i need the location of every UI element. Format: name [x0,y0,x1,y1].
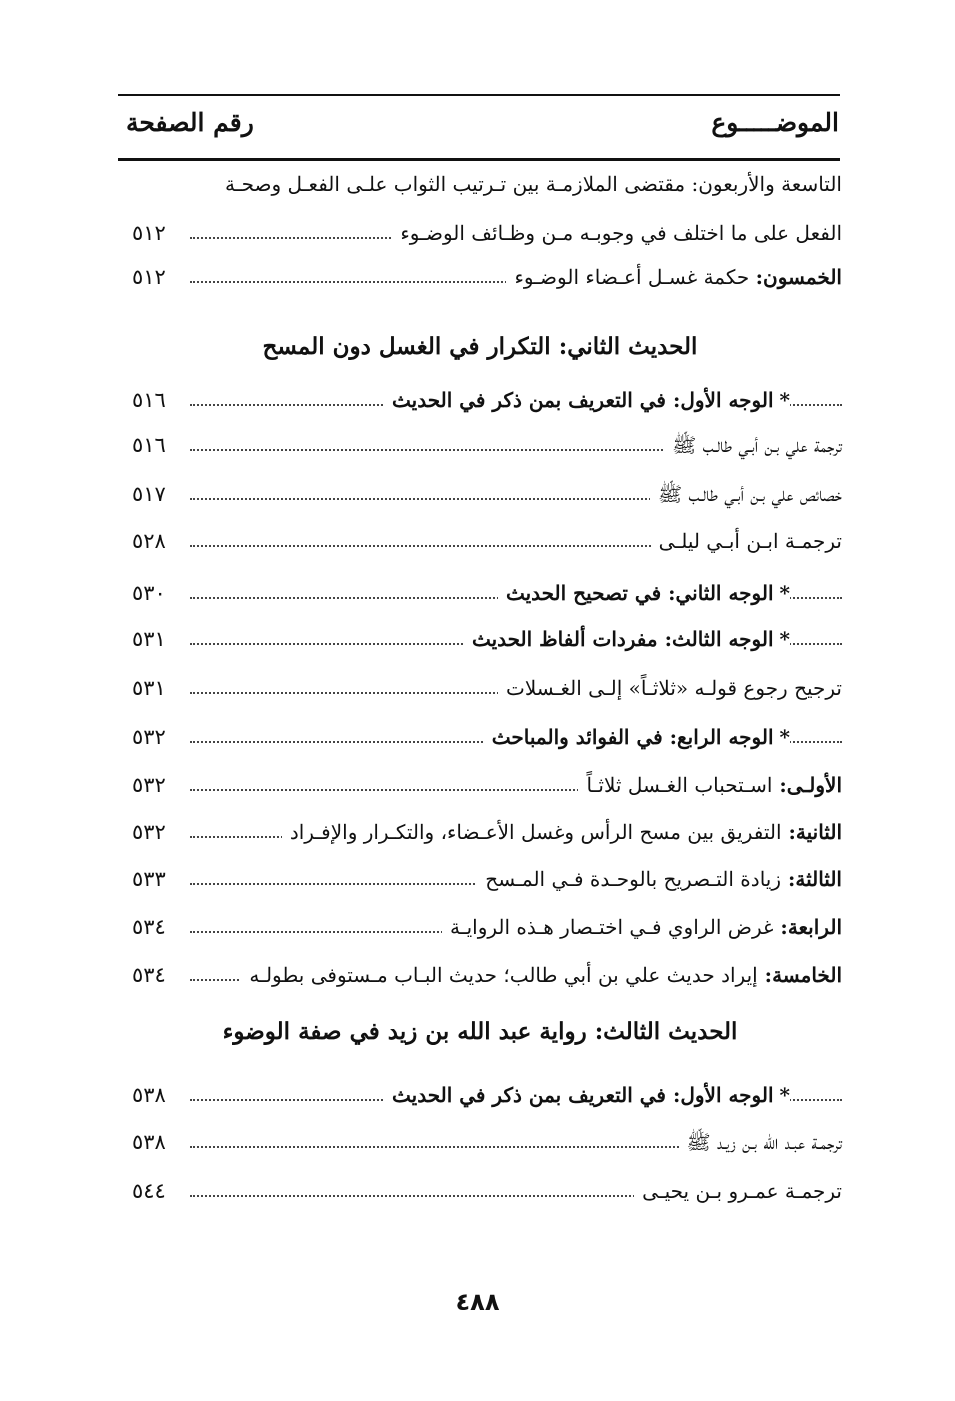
page-number: ٥٢٨ [132,529,166,553]
entry-label: الرابعة: [773,915,842,939]
toc-entry [118,668,842,708]
toc-entry [118,717,842,757]
entry-title [442,907,842,947]
entry-text: التفريق بين مسح الرأس وغسل الأعـضاء، والتكـرار والإفـراد [289,820,782,844]
entry-text: في التعريف بمن ذكر في الحديث [392,388,666,412]
toc-entry [118,765,842,805]
page-number: ٥٣٢ [132,725,166,749]
entry-title [650,474,842,514]
toc-entry [118,812,842,852]
entry-label: الوجه الثالث: [657,627,774,651]
entry-title [282,812,842,852]
bullet-icon: * [779,627,790,651]
entry-text: ترجمـة عمـرو بـن يحيـى [642,1179,842,1203]
toc-entry [118,907,842,947]
page-column-label: رقم الصفحة [126,108,254,137]
toc-entry [118,619,842,659]
entry-text: حكمة غسـل أعـضاء الوضـوء [514,265,750,289]
entry-text: في الفوائد والمباحث [491,725,663,749]
section-heading-hadith-3: الحديث الثالث: رواية عبد الله بن زيد في صفة الوضوء [222,1018,738,1045]
entry-title [384,1075,790,1115]
toc-entry [118,521,842,561]
page-number: ٥٣٨ [132,1083,166,1107]
toc-entry [118,573,842,613]
page-number-footer: ٤٨٨ [455,1288,500,1316]
entry-text: في تصحيح الحديث [505,581,662,605]
entry-text: ترجمـة ابـن أبـي ليلـى [658,529,842,553]
page-number: ٥٣٤ [132,915,166,939]
entry-title [484,717,790,757]
entry-text: غرض الراوي فـي اختـصار هـذه الروايـة [450,915,774,939]
entry-text: اسـتحباب الغـسل ثلاثـاً [586,773,773,797]
toc-entry-49-line1 [118,164,842,204]
toc-entry [118,474,842,514]
entry-label: الوجه الثاني: [661,581,774,605]
header-bottom-rule [118,158,840,161]
entry-text: مقتضى الملازمـة بين تـرتيب الثواب علـى الفعـل وصحـة [225,172,686,196]
entry-title [464,619,790,659]
entry-title [477,859,842,899]
toc-entry-49-line2 [118,213,842,253]
entry-text: ترجيح رجوع قولـه «ثلاثـاً» إلـى الغـسلات [506,676,842,700]
page-number: ٥٣١ [132,627,166,651]
entry-title [384,380,790,420]
bullet-icon: * [779,725,790,749]
entry-label: الوجه الأول: [666,388,774,412]
page-number: ٥١٢ [132,221,166,245]
toc-entry [118,1171,842,1211]
bullet-icon: * [779,581,790,605]
entry-title [578,765,842,805]
entry-label: الخمسون: [755,265,842,289]
page-number: ٥٣٣ [132,867,166,891]
entry-title [498,573,790,613]
page-number: ٥١٢ [132,265,166,289]
toc-entry [118,380,842,420]
entry-title [679,1122,843,1162]
page-number: ٥٣٨ [132,1130,166,1154]
entry-title [634,1171,842,1211]
header-top-rule [118,94,840,96]
page-number: ٥٣١ [132,676,166,700]
page-number: ٥٣٢ [132,820,166,844]
entry-label: الخامسة: [757,963,842,987]
entry-title [506,257,842,297]
entry-text: في التعريف بمن ذكر في الحديث [392,1083,666,1107]
entry-text: ترجمة علي بـن أبـي طالـب ﷺ [672,433,842,457]
entry-label: الثالثة: [781,867,842,891]
page-number: ٥٣٠ [132,581,166,605]
entry-label: الوجه الأول: [666,1083,774,1107]
topic-column-label: الموضـــــوع [711,108,839,137]
entry-text: إيراد حديث علي بن أبي طالب؛ حديث البـاب مـستوفى بطولـه [249,963,758,987]
entry-label: الأولـى: [772,773,842,797]
page-number: ٥٣٢ [132,773,166,797]
section-heading-hadith-2: الحديث الثاني: التكرار في الغسل دون المسح [262,333,698,360]
toc-entry [118,425,842,465]
toc-entry [118,1122,842,1162]
entry-label: التاسعة والأربعون: [691,172,842,196]
toc-entry [118,1075,842,1115]
entry-text: ترجمـة عبـد الله بـن زيـد ﷺ [686,1130,842,1154]
entry-label: الثانية: [781,820,842,844]
entry-title [651,521,842,561]
bullet-icon: * [779,1083,790,1107]
page-number: ٥١٦ [132,433,166,457]
toc-entry [118,859,842,899]
entry-title [498,668,842,708]
bullet-icon: * [779,388,790,412]
page-number: ٥١٦ [132,388,166,412]
toc-entry [118,955,842,995]
entry-label: الوجه الرابع: [662,725,774,749]
page-number: ٥١٧ [132,482,166,506]
toc-entry-50 [118,257,842,297]
entry-text: الفعل على ما اختلف في وجوبـه مـن وظـائف الوضـوء [392,213,842,253]
entry-text: خصائص علي بـن أبـي طالـب ﷺ [657,482,842,506]
entry-title [241,955,842,995]
entry-title [664,425,842,465]
page-number: ٥٣٤ [132,963,166,987]
entry-text: مفردات ألفاظ الحديث [471,627,658,651]
page-number: ٥٤٤ [132,1179,166,1203]
entry-text: زيادة التـصريح بالوحـدة فـي المـسح [485,867,782,891]
